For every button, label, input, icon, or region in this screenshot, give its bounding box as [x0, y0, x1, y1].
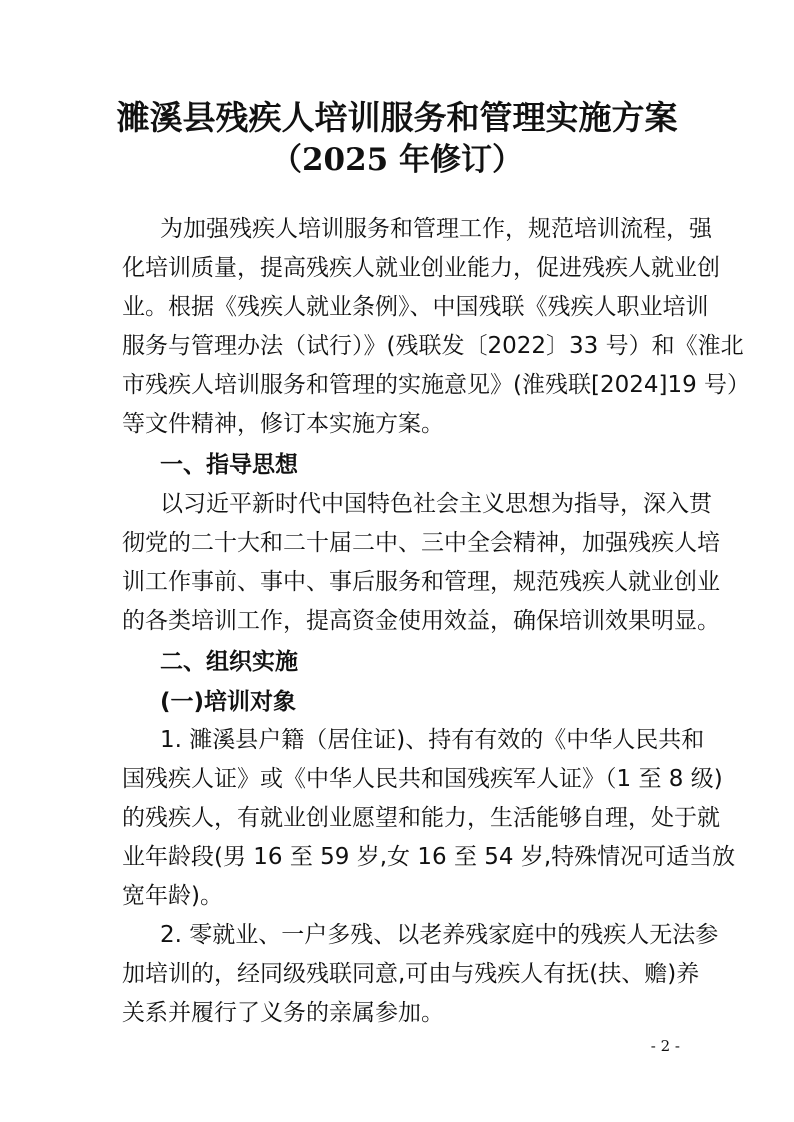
section1-line-1: 以习近平新时代中国特色社会主义思想为指导，深入贯: [160, 491, 712, 517]
item1-line-4: 业年龄段(男 16 至 59 岁,女 16 至 54 岁,特殊情况可适当放: [122, 844, 736, 870]
document-subtitle: （2025 年修订）: [270, 142, 524, 178]
section-heading-guiding-ideology: 一、指导思想: [160, 452, 298, 478]
item1-line-2: 国残疾人证》或《中华人民共和国残疾军人证》（1 至 8 级): [122, 766, 723, 792]
item1-line-5: 宽年龄)。: [122, 883, 223, 909]
section1-line-4: 的各类培训工作，提高资金使用效益，确保培训效果明显。: [122, 608, 720, 634]
item1-line-1: 1. 濉溪县户籍（居住证)、持有有效的《中华人民共和: [160, 727, 705, 753]
intro-line-1: 为加强残疾人培训服务和管理工作，规范培训流程，强: [160, 216, 712, 242]
page-number: - 2 -: [650, 1037, 680, 1055]
item1-line-3: 的残疾人，有就业创业愿望和能力，生活能够自理，处于就: [122, 805, 720, 831]
document-title: 濉溪县残疾人培训服务和管理实施方案: [116, 98, 678, 137]
intro-line-4: 服务与管理办法（试行）》(残联发〔2022〕33 号）和《淮北: [122, 333, 744, 359]
section1-line-2: 彻党的二十大和二十届二中、三中全会精神，加强残疾人培: [122, 530, 720, 556]
intro-line-2: 化培训质量，提高残疾人就业创业能力，促进残疾人就业创: [122, 255, 720, 281]
section1-line-3: 训工作事前、事中、事后服务和管理，规范残疾人就业创业: [122, 569, 720, 595]
subsection-heading-training-targets: (一)培训对象: [160, 689, 297, 715]
item2-line-1: 2. 零就业、一户多残、以老养残家庭中的残疾人无法参: [160, 922, 719, 948]
section-heading-organization: 二、组织实施: [160, 649, 298, 675]
intro-line-3: 业。根据《残疾人就业条例》、中国残联《残疾人职业培训: [122, 294, 709, 320]
intro-line-5: 市残疾人培训服务和管理的实施意见》(淮残联[2024]19 号）: [122, 372, 751, 398]
intro-line-6: 等文件精神，修订本实施方案。: [122, 411, 444, 437]
item2-line-2: 加培训的，经同级残联同意,可由与残疾人有抚(扶、赡)养: [122, 961, 700, 987]
item2-line-3: 关系并履行了义务的亲属参加。: [122, 1000, 444, 1026]
